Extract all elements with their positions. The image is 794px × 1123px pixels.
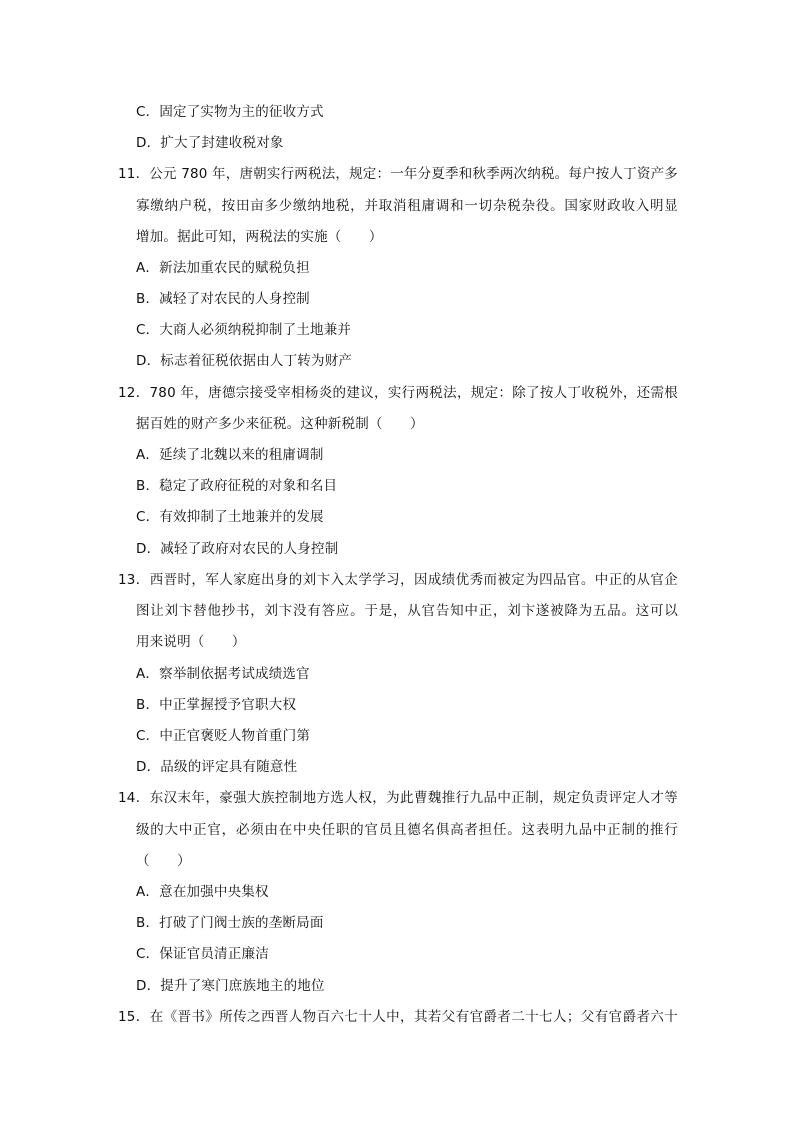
q14-option-d: D．提升了寒门庶族地主的地位: [136, 978, 325, 994]
q13-stem-line-2: 图让刘卞替他抄书，刘卞没有答应。于是，从官告知中正，刘卞遂被降为五品。这可以: [136, 603, 678, 619]
q13-option-c: C．中正官褒贬人物首重门第: [136, 728, 311, 744]
q11-stem-line-3: 增加。据此可知，两税法的实施（ ）: [136, 229, 383, 245]
q13-stem-line-1: 13．西晋时，军人家庭出身的刘卞入太学学习，因成绩优秀而被定为四品官。中正的从官企: [118, 572, 678, 588]
q14-stem-line-1: 14．东汉末年，豪强大族控制地方选人权，为此曹魏推行九品中正制，规定负责评定人才等: [118, 790, 678, 806]
q14-option-a: A．意在加强中央集权: [136, 884, 269, 900]
q13-stem-line-3: 用来说明（ ）: [136, 634, 246, 650]
q13-option-a: A．察举制依据考试成绩选官: [136, 666, 310, 682]
q13-option-b: B．中正掌握授予官职大权: [136, 697, 297, 713]
q12-stem-line-2: 据百姓的财产多少来征税。这种新税制（ ）: [136, 416, 424, 432]
q12-option-a: A．延续了北魏以来的租庸调制: [136, 447, 324, 463]
q10-option-d: D．扩大了封建收税对象: [136, 135, 284, 151]
q11-option-c: C．大商人必须纳税抑制了土地兼并: [136, 322, 352, 338]
q14-stem-line-2: 级的大中正官，必须由在中央任职的官员且德名俱高者担任。这表明九品中正制的推行: [136, 822, 678, 838]
q11-option-a: A．新法加重农民的赋税负担: [136, 260, 310, 276]
q12-option-d: D．减轻了政府对农民的人身控制: [136, 541, 339, 557]
q11-stem-line-1: 11．公元 780 年，唐朝实行两税法，规定：一年分夏季和秋季两次纳税。每户按人丁资产多: [118, 166, 678, 182]
q15-stem-line-1: 15．在《晋书》所传之西晋人物百六七十人中，其若父有官爵者二十七人；父有官爵者六十: [118, 1009, 678, 1025]
q14-option-c: C．保证官员清正廉洁: [136, 946, 269, 962]
q14-stem-line-3: （ ）: [136, 853, 191, 869]
q11-stem-line-2: 寡缴纳户税，按田亩多少缴纳地税，并取消租庸调和一切杂税杂役。国家财政收入明显: [136, 198, 678, 214]
q12-option-b: B．稳定了政府征税的对象和名目: [136, 478, 338, 494]
q10-option-c: C．固定了实物为主的征收方式: [136, 104, 324, 120]
q12-stem-line-1: 12．780 年，唐德宗接受宰相杨炎的建议，实行两税法，规定：除了按人丁收税外，还需根: [118, 385, 678, 401]
q11-option-b: B．减轻了对农民的人身控制: [136, 291, 310, 307]
q14-option-b: B．打破了门阀士族的垄断局面: [136, 915, 324, 931]
q11-option-d: D．标志着征税依据由人丁转为财产: [136, 353, 353, 369]
q12-option-c: C．有效抑制了土地兼并的发展: [136, 509, 324, 525]
q13-option-d: D．品级的评定具有随意性: [136, 759, 298, 775]
